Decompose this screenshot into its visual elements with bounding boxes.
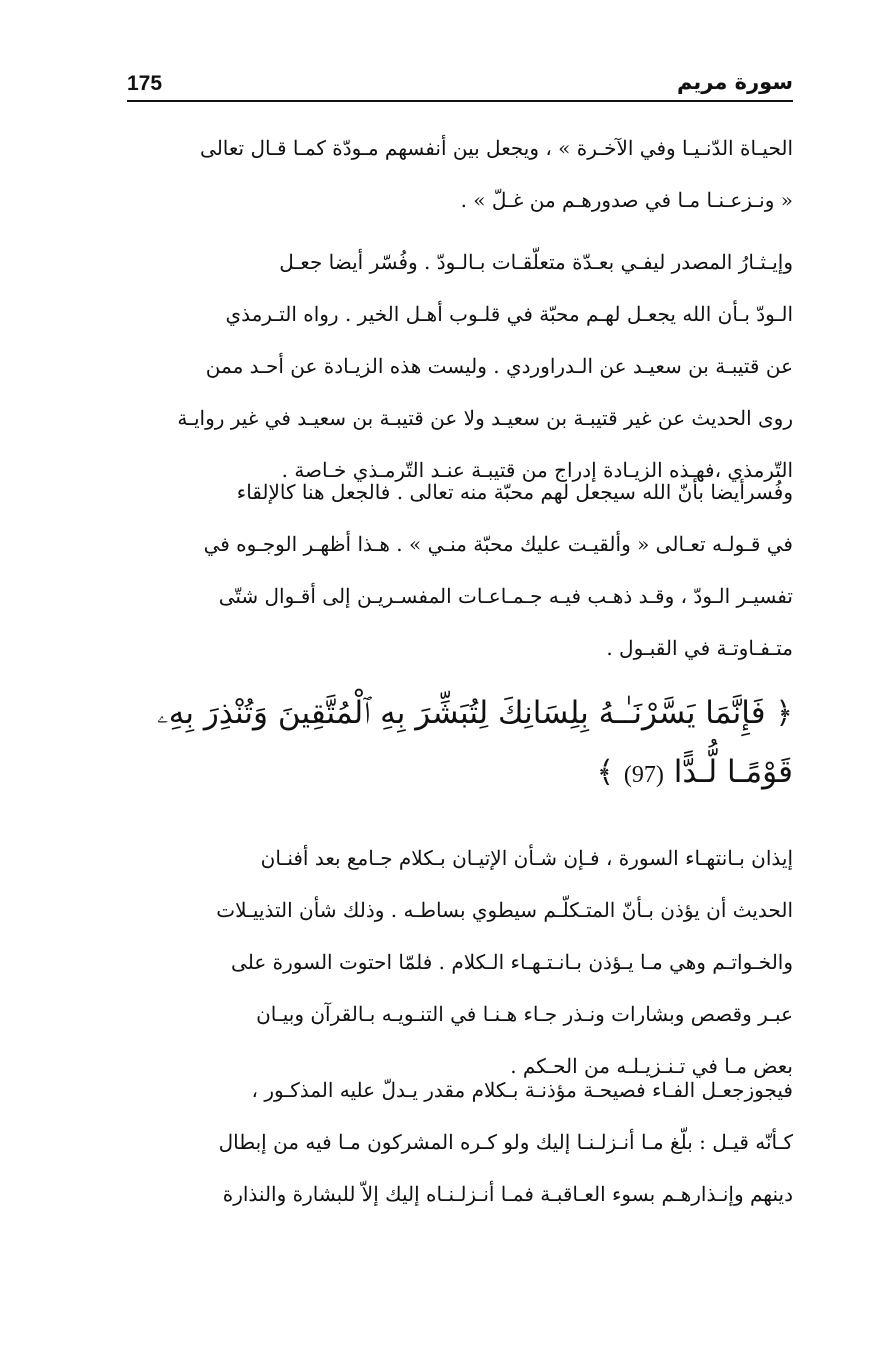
verse-close-ornament: ﴾ [596,755,615,790]
verse-text: فَإِنَّمَا يَسَّرْنَـٰـهُ بِلِسَانِكَ لِتُبَشِّرَ بِهِ ٱلْمُتَّقِينَ وَتُنْذِرَ بِهِۦ قَوْمًـا لُّـدًّا [156,695,793,790]
paragraph-5: فيجوزجعـل الفـاء فصيحـة مؤذنـة بـكلام مقدر يـدلّ عليه المذكـور ، كـأنّه قيـل : بلّغ مـا أنـزلـنـا إليك ولو كـره المشركون مـا فيه من إبطال دينهم وإنـذارهـم بسوء العـاقبـة فمـا أنـزلـنـاه إليك إلاّ للبشارة والنذارة [218,1078,793,1206]
verse-number: (97) [623,762,664,788]
paragraph-4: إيذان بـانتهـاء السورة ، فـإن شـأن الإتيـان بـكلام جـامع بعد أفنـان الحديث أن يؤذن بـأنّ المتـكلّـم سيطوي بساطـه . وذلك شأن التذييـلات والخـواتـم وهي مـا يـؤذن بـانـتـهـاء الـكلام . فلمّا احتوت السورة على عبـر وقصص وبشارات ونـذر جـاء هـنـا في التنـويـه بـالقرآن وبيـان بعض مـا في تـنـزيـلـه من الحـكم . [216,846,793,1078]
quran-verse [127,684,793,804]
header-rule [127,100,793,102]
verse-open-ornament: ﴿ [775,696,793,731]
paragraph-2: وإيـثـارُ المصدر ليفـي بعـدّة متعلّقـات بـالـودّ . وفُسّر أيضا جعـل الـودّ بـأن الله يجعـل لهـم محبّة في قلـوب أهـل الخير . رواه التـرمذي عن قتيبـة بن سعيـد عن الـدراوردي . وليست هذه الزيـادة عن أحـد ممن روى الحديث عن غير قتيبـة بن سعيـد ولا عن قتيبـة بن سعيـد في غير روايـة التّرمذي ،فهـذه الزيـادة إدراج من قتيبـة عنـد التّرمـذي خـاصة . [177,250,793,482]
page-number: 175 [127,72,163,95]
paragraph-3: وفُسرأيضا بأنّ الله سيجعل لهم محبّة منه تعالى . فالجعل هنا كالإلقاء في قـولـه تعـالى « وألقيـت عليك محبّة منـي » . هـذا أظهـر الوجـوه في تفسيـر الـودّ ، وقـد ذهـب فيـه جـمـاعـات المفسـريـن إلى أقـوال شتّى متـفـاوتـة في القبـول . [203,480,793,660]
paragraph-1: الحيـاة الدّنـيـا وفي الآخـرة » ، ويجعل بين أنفسهم مـودّة كمـا قـال تعالى « ونـزعـنـا مـا في صدورهـم من غـلّ » . [200,136,793,212]
surah-title: سورة مريم [676,70,793,94]
page-header [127,68,793,102]
